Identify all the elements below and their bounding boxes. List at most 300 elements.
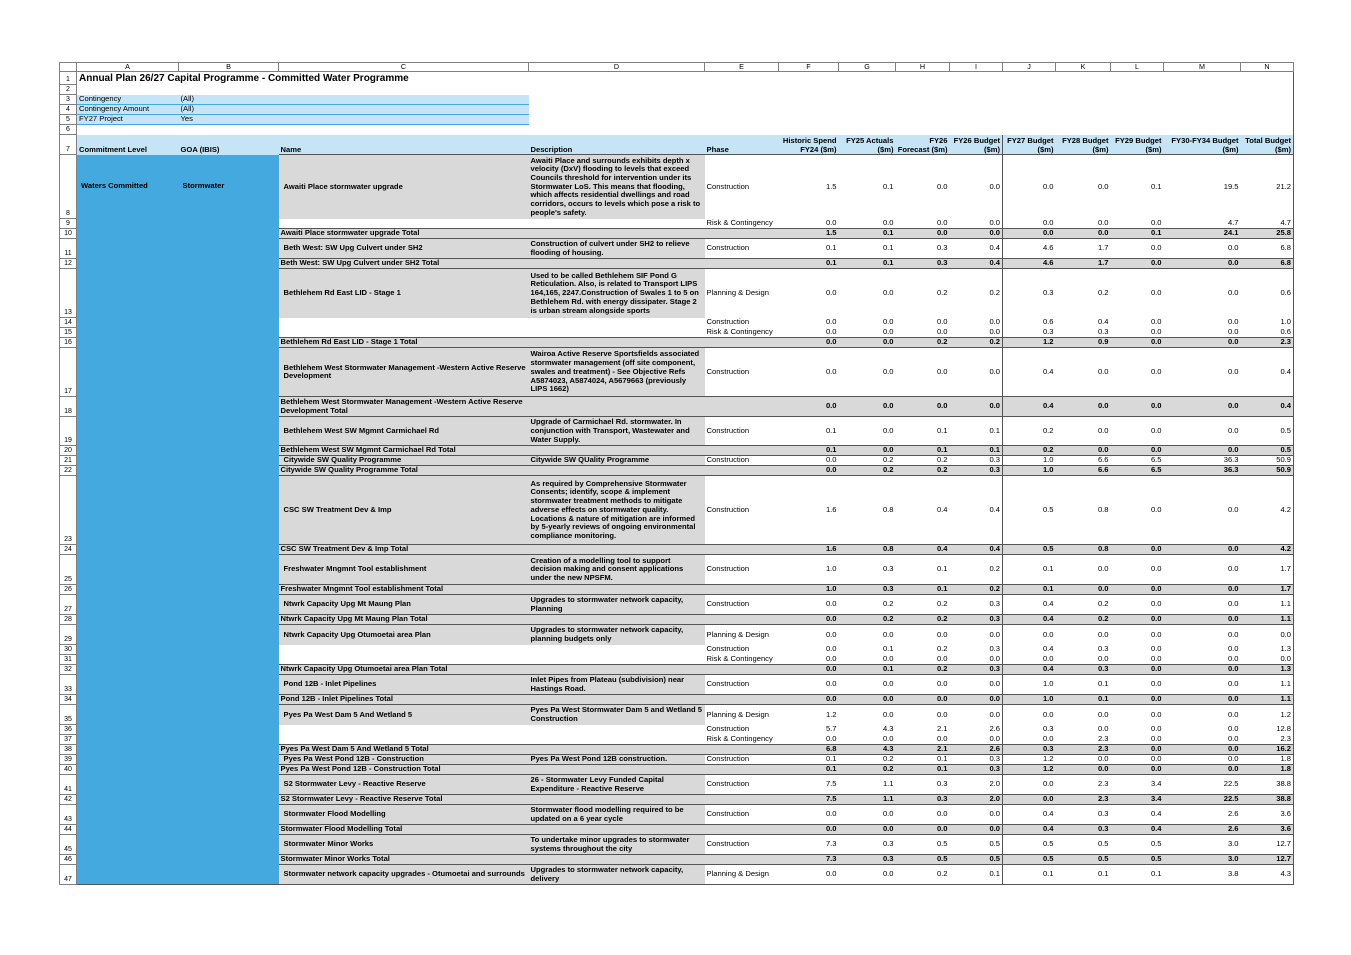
- budget-value: 0.0: [825, 644, 837, 654]
- budget-value: 0.3: [839, 555, 896, 585]
- budget-value: 1.1: [1241, 615, 1294, 625]
- budget-value: 0.0: [779, 269, 839, 318]
- budget-value: 2.6: [1164, 805, 1241, 825]
- budget-value: 1.5: [779, 155, 839, 219]
- budget-value: 0.0: [779, 665, 839, 675]
- budget-value: 0.5: [1056, 835, 1111, 855]
- budget-value: 0.5: [1003, 545, 1056, 555]
- budget-value: 0.1: [839, 229, 896, 239]
- row-number[interactable]: 24: [60, 545, 77, 555]
- budget-value: 1.7: [1056, 259, 1111, 269]
- project-description: [529, 545, 705, 555]
- project-phase: Construction: [706, 317, 750, 327]
- goa-cell: [179, 645, 279, 655]
- budget-value: 1.0: [1003, 675, 1056, 695]
- commitment-cell: [77, 328, 179, 338]
- budget-value: 12.7: [1241, 835, 1294, 855]
- project-phase: Planning & Design: [705, 625, 779, 645]
- budget-value: 1.8: [1241, 755, 1294, 765]
- budget-value: 0.2: [839, 456, 896, 466]
- column-header[interactable]: I: [950, 63, 1003, 72]
- budget-value: 0.5: [1111, 855, 1164, 865]
- row-number[interactable]: 43: [60, 805, 77, 825]
- column-header[interactable]: N: [1241, 63, 1294, 72]
- column-header[interactable]: J: [1003, 63, 1056, 72]
- budget-value: 0.0: [1003, 705, 1056, 725]
- budget-value: 0.8: [839, 476, 896, 545]
- column-header[interactable]: D: [529, 63, 705, 72]
- budget-value: 0.0: [779, 456, 839, 466]
- budget-value: 0.0: [896, 229, 950, 239]
- budget-value: 0.0: [1111, 585, 1164, 595]
- commitment-cell: [77, 417, 179, 446]
- budget-value: 0.3: [896, 775, 950, 795]
- budget-value: 3.6: [1241, 825, 1294, 835]
- goa-cell: [179, 805, 279, 825]
- budget-value: 0.2: [896, 615, 950, 625]
- goa-cell: [179, 417, 279, 446]
- empty-cell: [1241, 72, 1294, 85]
- budget-value: 0.5: [1111, 835, 1164, 855]
- column-header[interactable]: E: [705, 63, 779, 72]
- project-phase: Construction: [705, 595, 779, 615]
- empty-cell: [839, 72, 896, 85]
- project-name: Bethlehem West SW Mgmnt Carmichael Rd: [279, 417, 529, 446]
- budget-value: 0.1: [896, 585, 950, 595]
- budget-value: 0.2: [950, 555, 1003, 585]
- row-number[interactable]: 46: [60, 855, 77, 865]
- budget-value: 0.3: [839, 835, 896, 855]
- row-number[interactable]: 16: [60, 338, 77, 348]
- project-description: Construction of culvert under SH2 to relieve flooding of housing.: [529, 239, 705, 259]
- project-name: Awaiti Place stormwater upgrade: [279, 155, 529, 219]
- goa-cell: [179, 338, 279, 348]
- project-phase: Risk & Contingency: [706, 218, 773, 228]
- row-number[interactable]: 18: [60, 397, 77, 417]
- project-description: Stormwater flood modelling required to be updated on a 6 year cycle: [529, 805, 705, 825]
- row-number[interactable]: 5: [60, 115, 77, 125]
- commitment-cell: [77, 259, 179, 269]
- budget-value: 0.0: [779, 348, 839, 397]
- filter-value[interactable]: Yes: [179, 115, 529, 125]
- project-description: [529, 446, 705, 456]
- budget-value: 0.1: [839, 259, 896, 269]
- filter-value[interactable]: (All): [179, 105, 529, 115]
- row-number[interactable]: 28: [60, 615, 77, 625]
- budget-value: 4.7: [1227, 218, 1239, 228]
- budget-value: 0.2: [896, 595, 950, 615]
- budget-value: 7.3: [779, 835, 839, 855]
- commitment-cell: [77, 805, 179, 825]
- budget-value: 2.3: [1056, 745, 1111, 755]
- budget-value: 4.3: [839, 745, 896, 755]
- commitment-cell: [77, 825, 179, 835]
- budget-value: 0.0: [1111, 348, 1164, 397]
- commitment-cell: [77, 655, 179, 665]
- row-number[interactable]: 47: [60, 865, 77, 885]
- row-number[interactable]: 44: [60, 825, 77, 835]
- commitment-cell: [77, 835, 179, 855]
- empty-cell: [77, 85, 1294, 95]
- budget-value: 0.0: [950, 328, 1003, 338]
- project-phase: [705, 765, 779, 775]
- budget-value: 0.1: [1056, 695, 1111, 705]
- budget-value: 0.0: [1056, 397, 1111, 417]
- budget-value: 0.3: [1056, 825, 1111, 835]
- budget-value: 0.0: [1111, 338, 1164, 348]
- project-description: Upgrades to stormwater network capacity, planning budgets only: [529, 625, 705, 645]
- budget-value: 0.2: [896, 865, 950, 885]
- budget-value: 0.2: [839, 466, 896, 476]
- commitment-cell: [77, 675, 179, 695]
- project-description: [529, 338, 705, 348]
- goa-cell: [179, 615, 279, 625]
- project-phase: Construction: [706, 724, 750, 734]
- budget-value: 0.3: [950, 615, 1003, 625]
- sheet-title: Annual Plan 26/27 Capital Programme - Committed Water Programme: [79, 72, 409, 84]
- budget-value: 0.1: [1111, 155, 1164, 219]
- row-number[interactable]: 40: [60, 765, 77, 775]
- project-name: CSC SW Treatment Dev & Imp Total: [279, 545, 529, 555]
- row-number[interactable]: 21: [60, 456, 77, 466]
- column-header[interactable]: F: [779, 63, 839, 72]
- project-name: CSC SW Treatment Dev & Imp: [279, 476, 529, 545]
- budget-value: 0.0: [896, 348, 950, 397]
- budget-value: 0.0: [825, 734, 837, 744]
- header-value-column: FY25 Actuals ($m): [839, 135, 896, 155]
- project-description: [529, 655, 705, 665]
- budget-value: 0.4: [950, 476, 1003, 545]
- header-value-column: FY29 Budget ($m): [1111, 135, 1164, 155]
- project-phase: Risk & Contingency: [706, 327, 773, 337]
- budget-value: 0.5: [1241, 417, 1294, 446]
- budget-value: 0.2: [1056, 595, 1111, 615]
- budget-value: 0.0: [779, 825, 839, 835]
- budget-value: 1.6: [779, 476, 839, 545]
- budget-value: 0.1: [882, 644, 894, 654]
- budget-value: 0.0: [839, 675, 896, 695]
- row-number[interactable]: 29: [60, 625, 77, 645]
- empty-cell: [1164, 72, 1241, 85]
- budget-value: 0.0: [839, 805, 896, 825]
- budget-value: 0.3: [1056, 665, 1111, 675]
- project-phase: Construction: [705, 348, 779, 397]
- budget-value: 0.5: [950, 835, 1003, 855]
- row-number[interactable]: 19: [60, 417, 77, 446]
- row-number[interactable]: 36: [60, 725, 77, 735]
- row-number[interactable]: 33: [60, 675, 77, 695]
- row-number[interactable]: 3: [60, 95, 77, 105]
- budget-value: 0.0: [839, 625, 896, 645]
- goa-cell: [179, 259, 279, 269]
- budget-value: 7.3: [779, 855, 839, 865]
- row-number[interactable]: 41: [60, 775, 77, 795]
- project-phase: Construction: [705, 239, 779, 259]
- budget-value: 0.1: [1111, 865, 1164, 885]
- project-description: [529, 725, 705, 735]
- budget-value: 4.2: [1241, 545, 1294, 555]
- budget-value: 0.4: [1003, 595, 1056, 615]
- project-phase: Construction: [706, 644, 750, 654]
- row-number[interactable]: 8: [60, 155, 77, 219]
- row-number[interactable]: 31: [60, 655, 77, 665]
- row-number[interactable]: 13: [60, 269, 77, 318]
- project-name: Pyes Pa West Pond 12B - Construction: [279, 755, 529, 765]
- project-phase: [705, 615, 779, 625]
- budget-value: 0.0: [950, 155, 1003, 219]
- budget-value: 2.1: [936, 724, 948, 734]
- budget-value: 0.9: [1056, 338, 1111, 348]
- budget-value: 0.1: [896, 417, 950, 446]
- row-number[interactable]: 30: [60, 645, 77, 655]
- commitment-cell: [77, 555, 179, 585]
- goa-cell: [179, 269, 279, 318]
- budget-value: 0.0: [950, 735, 1003, 745]
- budget-value: 0.4: [1003, 615, 1056, 625]
- goa-cell: [179, 456, 279, 466]
- goa-cell: [179, 476, 279, 545]
- row-number[interactable]: 23: [60, 476, 77, 545]
- row-number[interactable]: 14: [60, 318, 77, 328]
- budget-value: 0.0: [1164, 555, 1241, 585]
- budget-value: 1.2: [1003, 755, 1056, 765]
- project-name: Stormwater Flood Modelling Total: [279, 825, 529, 835]
- project-name: Stormwater Minor Works Total: [279, 855, 529, 865]
- budget-value: 0.0: [936, 327, 948, 337]
- budget-value: 0.0: [1111, 705, 1164, 725]
- budget-value: 0.0: [1164, 446, 1241, 456]
- commitment-cell: [77, 695, 179, 705]
- budget-value: 0.0: [839, 865, 896, 885]
- row-number[interactable]: 10: [60, 229, 77, 239]
- row-number[interactable]: 2: [60, 85, 77, 95]
- row-number[interactable]: 7: [60, 135, 77, 155]
- budget-value: 0.0: [1111, 476, 1164, 545]
- budget-value: 0.0: [1164, 239, 1241, 259]
- row-number[interactable]: 1: [60, 72, 77, 85]
- budget-value: 0.0: [1164, 755, 1241, 765]
- budget-value: 3.8: [1164, 865, 1241, 885]
- budget-value: 0.6: [1241, 328, 1294, 338]
- commitment-cell: [77, 338, 179, 348]
- budget-value: 0.3: [950, 456, 1003, 466]
- budget-value: 0.0: [1241, 625, 1294, 645]
- row-number[interactable]: 6: [60, 125, 77, 135]
- budget-value: 0.0: [1150, 327, 1162, 337]
- budget-value: 0.0: [1164, 765, 1241, 775]
- project-phase: [705, 466, 779, 476]
- row-number[interactable]: 4: [60, 105, 77, 115]
- row-number[interactable]: 27: [60, 595, 77, 615]
- budget-value: 0.0: [1164, 695, 1241, 705]
- row-number[interactable]: 11: [60, 239, 77, 259]
- row-number[interactable]: 39: [60, 755, 77, 765]
- goa-cell: [179, 348, 279, 397]
- goa-cell: [179, 735, 279, 745]
- budget-value: 0.0: [1003, 625, 1056, 645]
- filter-value[interactable]: (All): [179, 95, 529, 105]
- project-name: Beth West: SW Upg Culvert under SH2 Total: [279, 259, 529, 269]
- row-number[interactable]: 22: [60, 466, 77, 476]
- commitment-cell: [77, 855, 179, 865]
- budget-value: 0.0: [950, 705, 1003, 725]
- goa-cell: [179, 705, 279, 725]
- project-phase: [705, 825, 779, 835]
- budget-value: 0.0: [1150, 654, 1162, 664]
- project-description: Upgrade of Carmichael Rd. stormwater. In conjunction with Transport, Wastewater and Water Supply.: [529, 417, 705, 446]
- commitment-cell: [77, 219, 179, 229]
- budget-value: 0.0: [1097, 724, 1109, 734]
- budget-value: 1.0: [779, 585, 839, 595]
- column-header[interactable]: M: [1164, 63, 1241, 72]
- project-name: S2 Stormwater Levy - Reactive Reserve: [279, 775, 529, 795]
- budget-value: 0.0: [1164, 348, 1241, 397]
- filter-label: Contingency: [77, 95, 179, 105]
- column-header[interactable]: H: [896, 63, 950, 72]
- budget-value: 0.3: [1003, 328, 1056, 338]
- budget-value: 0.5: [1003, 476, 1056, 545]
- row-number[interactable]: 15: [60, 328, 77, 338]
- commitment-cell: [77, 755, 179, 765]
- budget-value: 0.0: [950, 229, 1003, 239]
- budget-value: 1.0: [1003, 466, 1056, 476]
- budget-value: 0.0: [779, 865, 839, 885]
- row-number[interactable]: 37: [60, 735, 77, 745]
- goa-cell: [179, 745, 279, 755]
- commitment-cell: [77, 348, 179, 397]
- budget-value: 0.2: [1003, 417, 1056, 446]
- project-description: Inlet Pipes from Plateau (subdivision) near Hastings Road.: [529, 675, 705, 695]
- column-header[interactable]: G: [839, 63, 896, 72]
- budget-value: 22.5: [1164, 795, 1241, 805]
- row-number[interactable]: 38: [60, 745, 77, 755]
- row-number[interactable]: 34: [60, 695, 77, 705]
- project-description: [529, 328, 705, 338]
- budget-value: 0.2: [950, 269, 1003, 318]
- row-number[interactable]: 12: [60, 259, 77, 269]
- column-header[interactable]: B: [179, 63, 279, 72]
- budget-value: 1.7: [1241, 585, 1294, 595]
- budget-value: 0.0: [1056, 765, 1111, 775]
- goa-cell: Stormwater: [179, 155, 279, 219]
- project-description: [529, 665, 705, 675]
- column-header[interactable]: L: [1111, 63, 1164, 72]
- budget-value: 0.0: [896, 705, 950, 725]
- budget-value: 0.0: [1111, 765, 1164, 775]
- project-phase: Construction: [705, 456, 779, 466]
- budget-value: 0.3: [839, 585, 896, 595]
- column-header[interactable]: C: [279, 63, 529, 72]
- project-name: Bethlehem Rd East LID - Stage 1 Total: [279, 338, 529, 348]
- empty-cell: [529, 105, 1294, 115]
- commitment-cell: [77, 545, 179, 555]
- budget-value: 6.5: [1111, 466, 1164, 476]
- budget-value: 0.1: [1003, 865, 1056, 885]
- row-number[interactable]: 45: [60, 835, 77, 855]
- budget-value: 1.0: [1003, 695, 1056, 705]
- budget-value: 0.0: [1164, 745, 1241, 755]
- commitment-cell: [77, 466, 179, 476]
- budget-value: 0.0: [1164, 476, 1241, 545]
- budget-value: 0.0: [839, 417, 896, 446]
- row-number[interactable]: 9: [60, 219, 77, 229]
- header-value-column: Historic Spend FY24 ($m): [779, 135, 839, 155]
- budget-value: 0.0: [1164, 397, 1241, 417]
- budget-value: 1.1: [1241, 695, 1294, 705]
- project-phase: Planning & Design: [705, 705, 779, 725]
- budget-value: 0.4: [1003, 397, 1056, 417]
- budget-value: 2.0: [950, 795, 1003, 805]
- budget-value: 38.8: [1241, 775, 1294, 795]
- project-phase: Construction: [705, 476, 779, 545]
- budget-value: 0.0: [1111, 625, 1164, 645]
- budget-value: 0.0: [839, 348, 896, 397]
- budget-value: 0.1: [779, 765, 839, 775]
- budget-value: 3.0: [1164, 835, 1241, 855]
- commitment-cell: [77, 865, 179, 885]
- budget-value: 0.1: [779, 417, 839, 446]
- column-header[interactable]: A: [77, 63, 179, 72]
- project-description: Pyes Pa West Pond 12B construction.: [529, 755, 705, 765]
- column-header[interactable]: K: [1056, 63, 1111, 72]
- header-value-column: FY27 Budget ($m): [1003, 135, 1056, 155]
- row-number[interactable]: 25: [60, 555, 77, 585]
- project-name: S2 Stormwater Levy - Reactive Reserve Total: [279, 795, 529, 805]
- project-description: [529, 855, 705, 865]
- row-number[interactable]: 35: [60, 705, 77, 725]
- empty-cell: [1003, 72, 1056, 85]
- commitment-cell: [77, 318, 179, 328]
- budget-value: 1.1: [1241, 675, 1294, 695]
- budget-value: 0.3: [1056, 805, 1111, 825]
- budget-value: 0.0: [950, 625, 1003, 645]
- row-number[interactable]: 17: [60, 348, 77, 397]
- budget-value: 0.3: [1097, 327, 1109, 337]
- row-number[interactable]: 42: [60, 795, 77, 805]
- row-number[interactable]: 26: [60, 585, 77, 595]
- budget-value: 0.0: [1164, 269, 1241, 318]
- budget-value: 0.8: [839, 545, 896, 555]
- corner-cell[interactable]: [60, 63, 77, 72]
- budget-value: 0.6: [1003, 318, 1056, 328]
- header-name: Name: [279, 135, 529, 155]
- project-description: [529, 585, 705, 595]
- budget-value: 0.0: [1164, 625, 1241, 645]
- budget-value: 25.8: [1241, 229, 1294, 239]
- budget-value: 2.3: [1056, 775, 1111, 795]
- budget-value: 0.1: [1056, 675, 1111, 695]
- budget-value: 0.3: [950, 595, 1003, 615]
- commitment-cell: [77, 775, 179, 795]
- budget-value: 1.1: [839, 795, 896, 805]
- goa-cell: [179, 675, 279, 695]
- row-number[interactable]: 32: [60, 665, 77, 675]
- budget-value: 0.0: [882, 734, 894, 744]
- project-description: [529, 765, 705, 775]
- budget-value: 0.0: [839, 695, 896, 705]
- row-number[interactable]: 20: [60, 446, 77, 456]
- budget-value: 0.0: [950, 655, 1003, 665]
- budget-value: 0.3: [950, 765, 1003, 775]
- project-name: [279, 735, 529, 745]
- budget-value: 0.0: [839, 705, 896, 725]
- project-phase: Planning & Design: [705, 865, 779, 885]
- project-name: Stormwater Flood Modelling: [279, 805, 529, 825]
- project-name: Citywide SW Quality Programme Total: [279, 466, 529, 476]
- goa-cell: [179, 446, 279, 456]
- project-name: Beth West: SW Upg Culvert under SH2: [279, 239, 529, 259]
- budget-value: 0.1: [779, 259, 839, 269]
